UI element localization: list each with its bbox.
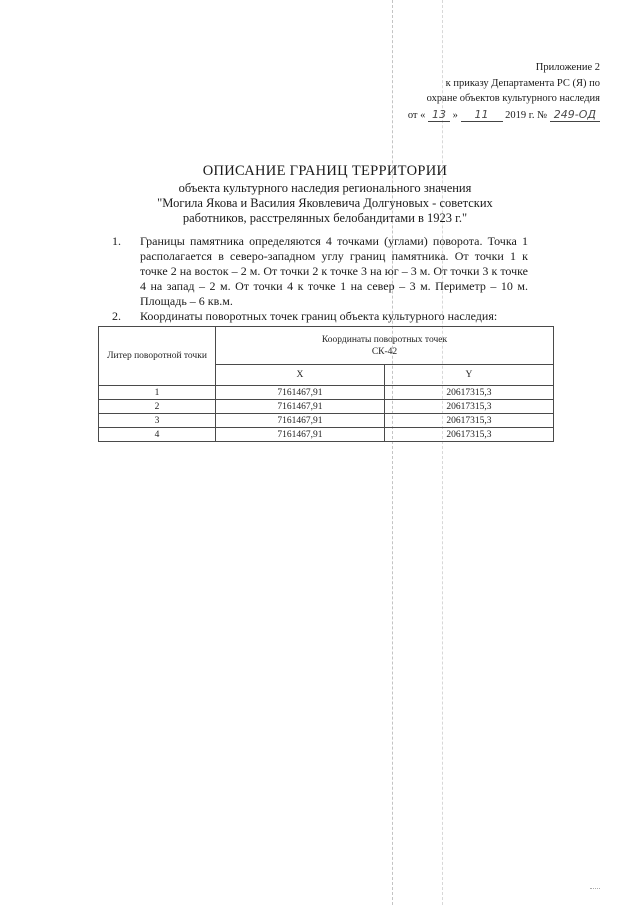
- cell-y: 20617315,3: [384, 428, 553, 442]
- scan-fold-line: [392, 0, 393, 905]
- description-list: [112, 234, 528, 324]
- header-point-letter: Литер поворотной точки: [99, 327, 216, 386]
- cell-y: 20617315,3: [384, 414, 553, 428]
- order-date-number: [340, 107, 600, 124]
- table-row: [99, 414, 554, 428]
- header-coordinates: [216, 327, 554, 365]
- subtitle-line: объекта культурного наследия регионального значения: [178, 181, 472, 195]
- order-date-mid: »: [452, 109, 458, 121]
- subtitle-line: "Могила Якова и Василия Яковлевича Долгуновых - советских: [157, 196, 493, 210]
- item-number: 2.: [112, 309, 121, 323]
- cell-point: 2: [99, 400, 216, 414]
- title-block: [150, 162, 500, 226]
- item-text: Координаты поворотных точек границ объекта культурного наследия:: [140, 309, 498, 323]
- cell-y: 20617315,3: [384, 400, 553, 414]
- order-day-handwritten: 13: [428, 108, 450, 122]
- cell-x: 7161467,91: [216, 386, 385, 400]
- subtitle-line: работников, расстрелянных белобандитами в 1923 г.": [182, 211, 468, 225]
- appendix-header: [340, 60, 600, 123]
- table-row: [99, 400, 554, 414]
- cell-point: 4: [99, 428, 216, 442]
- appendix-order-ref: к приказу Департамента РС (Я) по: [445, 77, 600, 89]
- cell-y: 20617315,3: [384, 386, 553, 400]
- header-coordinate-system: СК-42: [371, 346, 398, 357]
- table-row: [99, 386, 554, 400]
- table-row: [99, 428, 554, 442]
- cell-x: 7161467,91: [216, 428, 385, 442]
- cell-point: 3: [99, 414, 216, 428]
- scan-artifact: [590, 888, 600, 890]
- header-coordinates-title: Координаты поворотных точек: [321, 334, 448, 345]
- coordinates-table: [98, 326, 554, 442]
- item-number: 1.: [112, 234, 121, 248]
- cell-point: 1: [99, 386, 216, 400]
- cell-x: 7161467,91: [216, 400, 385, 414]
- appendix-label: Приложение 2: [535, 62, 600, 73]
- page-title: ОПИСАНИЕ ГРАНИЦ ТЕРРИТОРИИ: [202, 163, 448, 179]
- header-y: Y: [384, 365, 553, 386]
- order-number-handwritten: 249-ОД: [550, 108, 600, 122]
- order-year: 2019 г. №: [505, 109, 548, 121]
- order-date-prefix: от «: [407, 109, 426, 121]
- item-text: Границы памятника определяются 4 точками (углами) поворота. Точка 1 располагается в северо-западном углу границ памятника. От точки 1 к точке 2 на восток – 2 м. От точки 2 к точке 3 на юг – 3 м. От точки 3 к точке 4 на запад – 2 м. От точки 4 к точке 1 на север – 3 м. Периметр – 10 м. Площадь – 6 кв.м.: [140, 234, 528, 308]
- list-item: [112, 309, 528, 324]
- scan-fold-line: [442, 0, 443, 905]
- appendix-department: охране объектов культурного наследия: [426, 93, 600, 104]
- header-x: X: [216, 365, 385, 386]
- cell-x: 7161467,91: [216, 414, 385, 428]
- list-item: [112, 234, 528, 309]
- order-month-handwritten: 11: [461, 108, 503, 122]
